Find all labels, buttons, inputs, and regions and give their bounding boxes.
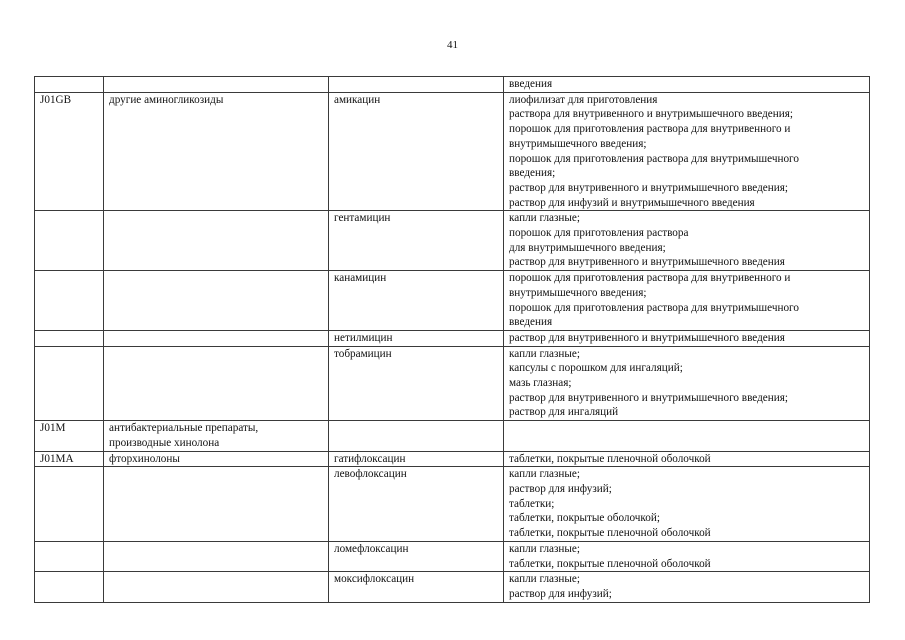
table-row xyxy=(35,330,870,346)
dosage-form-line: таблетки, покрытые пленочной оболочкой xyxy=(509,452,711,465)
dosage-form-line: раствор для внутривенного и внутримышечного введения; xyxy=(509,391,789,404)
atc-code-cell: J01MA xyxy=(35,451,104,467)
dosage-form-line: раствор для инфузий; xyxy=(509,587,612,600)
dosage-form-line: введения; xyxy=(509,167,556,180)
dosage-form-line: капли глазные; xyxy=(509,468,581,481)
group-cell xyxy=(104,421,329,451)
atc-code-cell: J01M xyxy=(35,421,104,451)
dosage-form-line: лиофилизат для приготовления xyxy=(509,93,658,106)
dosage-form-line: раствор для ингаляций xyxy=(509,406,619,419)
drug-name-cell xyxy=(329,77,504,93)
dosage-form-line: порошок для приготовления раствора для внутримышечного xyxy=(509,301,799,314)
dosage-forms-cell xyxy=(504,77,870,93)
drug-name-cell: левофлоксацин xyxy=(329,467,504,542)
group-cell xyxy=(104,451,329,467)
dosage-form-line: таблетки, покрытые пленочной оболочкой xyxy=(509,557,711,570)
dosage-form-line: капли глазные; xyxy=(509,347,581,360)
table-row xyxy=(35,271,870,331)
drug-name-cell: ломефлоксацин xyxy=(329,541,504,571)
dosage-forms-cell xyxy=(504,421,870,451)
dosage-form-line: раствор для внутривенного и внутримышечного введения xyxy=(509,331,785,344)
atc-code-cell: J01GB xyxy=(35,92,104,211)
dosage-form-line: раствор для внутривенного и внутримышечного введения xyxy=(509,256,785,269)
dosage-form-line: раствора для внутривенного и внутримышечного введения; xyxy=(509,108,793,121)
drug-table-body xyxy=(35,77,870,603)
drug-name-cell xyxy=(329,421,504,451)
group-cell xyxy=(104,346,329,421)
dosage-form-line: капли глазные; xyxy=(509,573,581,586)
dosage-forms-cell xyxy=(504,92,870,211)
group-name-line: антибактериальные препараты, xyxy=(109,422,259,435)
dosage-form-line: порошок для приготовления раствора для внутривенного и xyxy=(509,123,791,136)
group-cell xyxy=(104,467,329,542)
dosage-forms-cell xyxy=(504,467,870,542)
table-row xyxy=(35,77,870,93)
dosage-form-line: внутримышечного введения; xyxy=(509,286,647,299)
table-row xyxy=(35,92,870,211)
dosage-form-line: порошок для приготовления раствора для внутривенного и xyxy=(509,272,791,285)
dosage-form-line: раствор для инфузий; xyxy=(509,482,612,495)
dosage-form-line: внутримышечного введения; xyxy=(509,137,647,150)
group-cell xyxy=(104,211,329,271)
group-cell xyxy=(104,271,329,331)
dosage-forms-cell xyxy=(504,271,870,331)
dosage-form-line: мазь глазная; xyxy=(509,377,572,390)
dosage-form-line: капли глазные; xyxy=(509,212,581,225)
table-row xyxy=(35,421,870,451)
group-name-line: другие аминогликозиды xyxy=(109,93,224,106)
atc-code-cell xyxy=(35,271,104,331)
drug-table xyxy=(34,76,870,603)
drug-name-cell: моксифлоксацин xyxy=(329,572,504,602)
group-cell xyxy=(104,77,329,93)
dosage-form-line: порошок для приготовления раствора для внутримышечного xyxy=(509,152,799,165)
atc-code-cell xyxy=(35,77,104,93)
table-row xyxy=(35,541,870,571)
table-row xyxy=(35,451,870,467)
atc-code-cell xyxy=(35,467,104,542)
drug-name-cell: нетилмицин xyxy=(329,330,504,346)
group-cell xyxy=(104,330,329,346)
atc-code-cell xyxy=(35,211,104,271)
table-row xyxy=(35,572,870,602)
dosage-form-line: порошок для приготовления раствора xyxy=(509,227,689,240)
drug-name-cell: канамицин xyxy=(329,271,504,331)
dosage-form-line: капсулы с порошком для ингаляций; xyxy=(509,362,683,375)
dosage-form-line: таблетки, покрытые оболочкой; xyxy=(509,512,660,525)
atc-code-cell xyxy=(35,572,104,602)
group-cell xyxy=(104,92,329,211)
group-cell xyxy=(104,572,329,602)
dosage-form-line: таблетки; xyxy=(509,497,555,510)
drug-name-cell: амикацин xyxy=(329,92,504,211)
table-row xyxy=(35,346,870,421)
dosage-form-line: для внутримышечного введения; xyxy=(509,241,666,254)
table-row xyxy=(35,467,870,542)
dosage-form-line: раствор для внутривенного и внутримышечного введения; xyxy=(509,181,789,194)
dosage-forms-cell xyxy=(504,211,870,271)
drug-name-cell: гатифлоксацин xyxy=(329,451,504,467)
dosage-forms-cell xyxy=(504,330,870,346)
page-number: 41 xyxy=(447,39,458,51)
atc-code-cell xyxy=(35,541,104,571)
dosage-forms-cell xyxy=(504,572,870,602)
group-name-line: фторхинолоны xyxy=(109,452,180,465)
dosage-form-line: раствор для инфузий и внутримышечного введения xyxy=(509,196,755,209)
dosage-form-line: таблетки, покрытые пленочной оболочкой xyxy=(509,527,711,540)
drug-name-cell: гентамицин xyxy=(329,211,504,271)
dosage-form-line: введения xyxy=(509,78,553,90)
dosage-form-line: введения xyxy=(509,316,553,329)
group-name-line: производные хинолона xyxy=(109,436,220,449)
atc-code-cell xyxy=(35,346,104,421)
dosage-forms-cell xyxy=(504,451,870,467)
drug-name-cell: тобрамицин xyxy=(329,346,504,421)
atc-code-cell xyxy=(35,330,104,346)
dosage-forms-cell xyxy=(504,346,870,421)
dosage-forms-cell xyxy=(504,541,870,571)
table-row xyxy=(35,211,870,271)
dosage-form-line: капли глазные; xyxy=(509,542,581,555)
group-cell xyxy=(104,541,329,571)
